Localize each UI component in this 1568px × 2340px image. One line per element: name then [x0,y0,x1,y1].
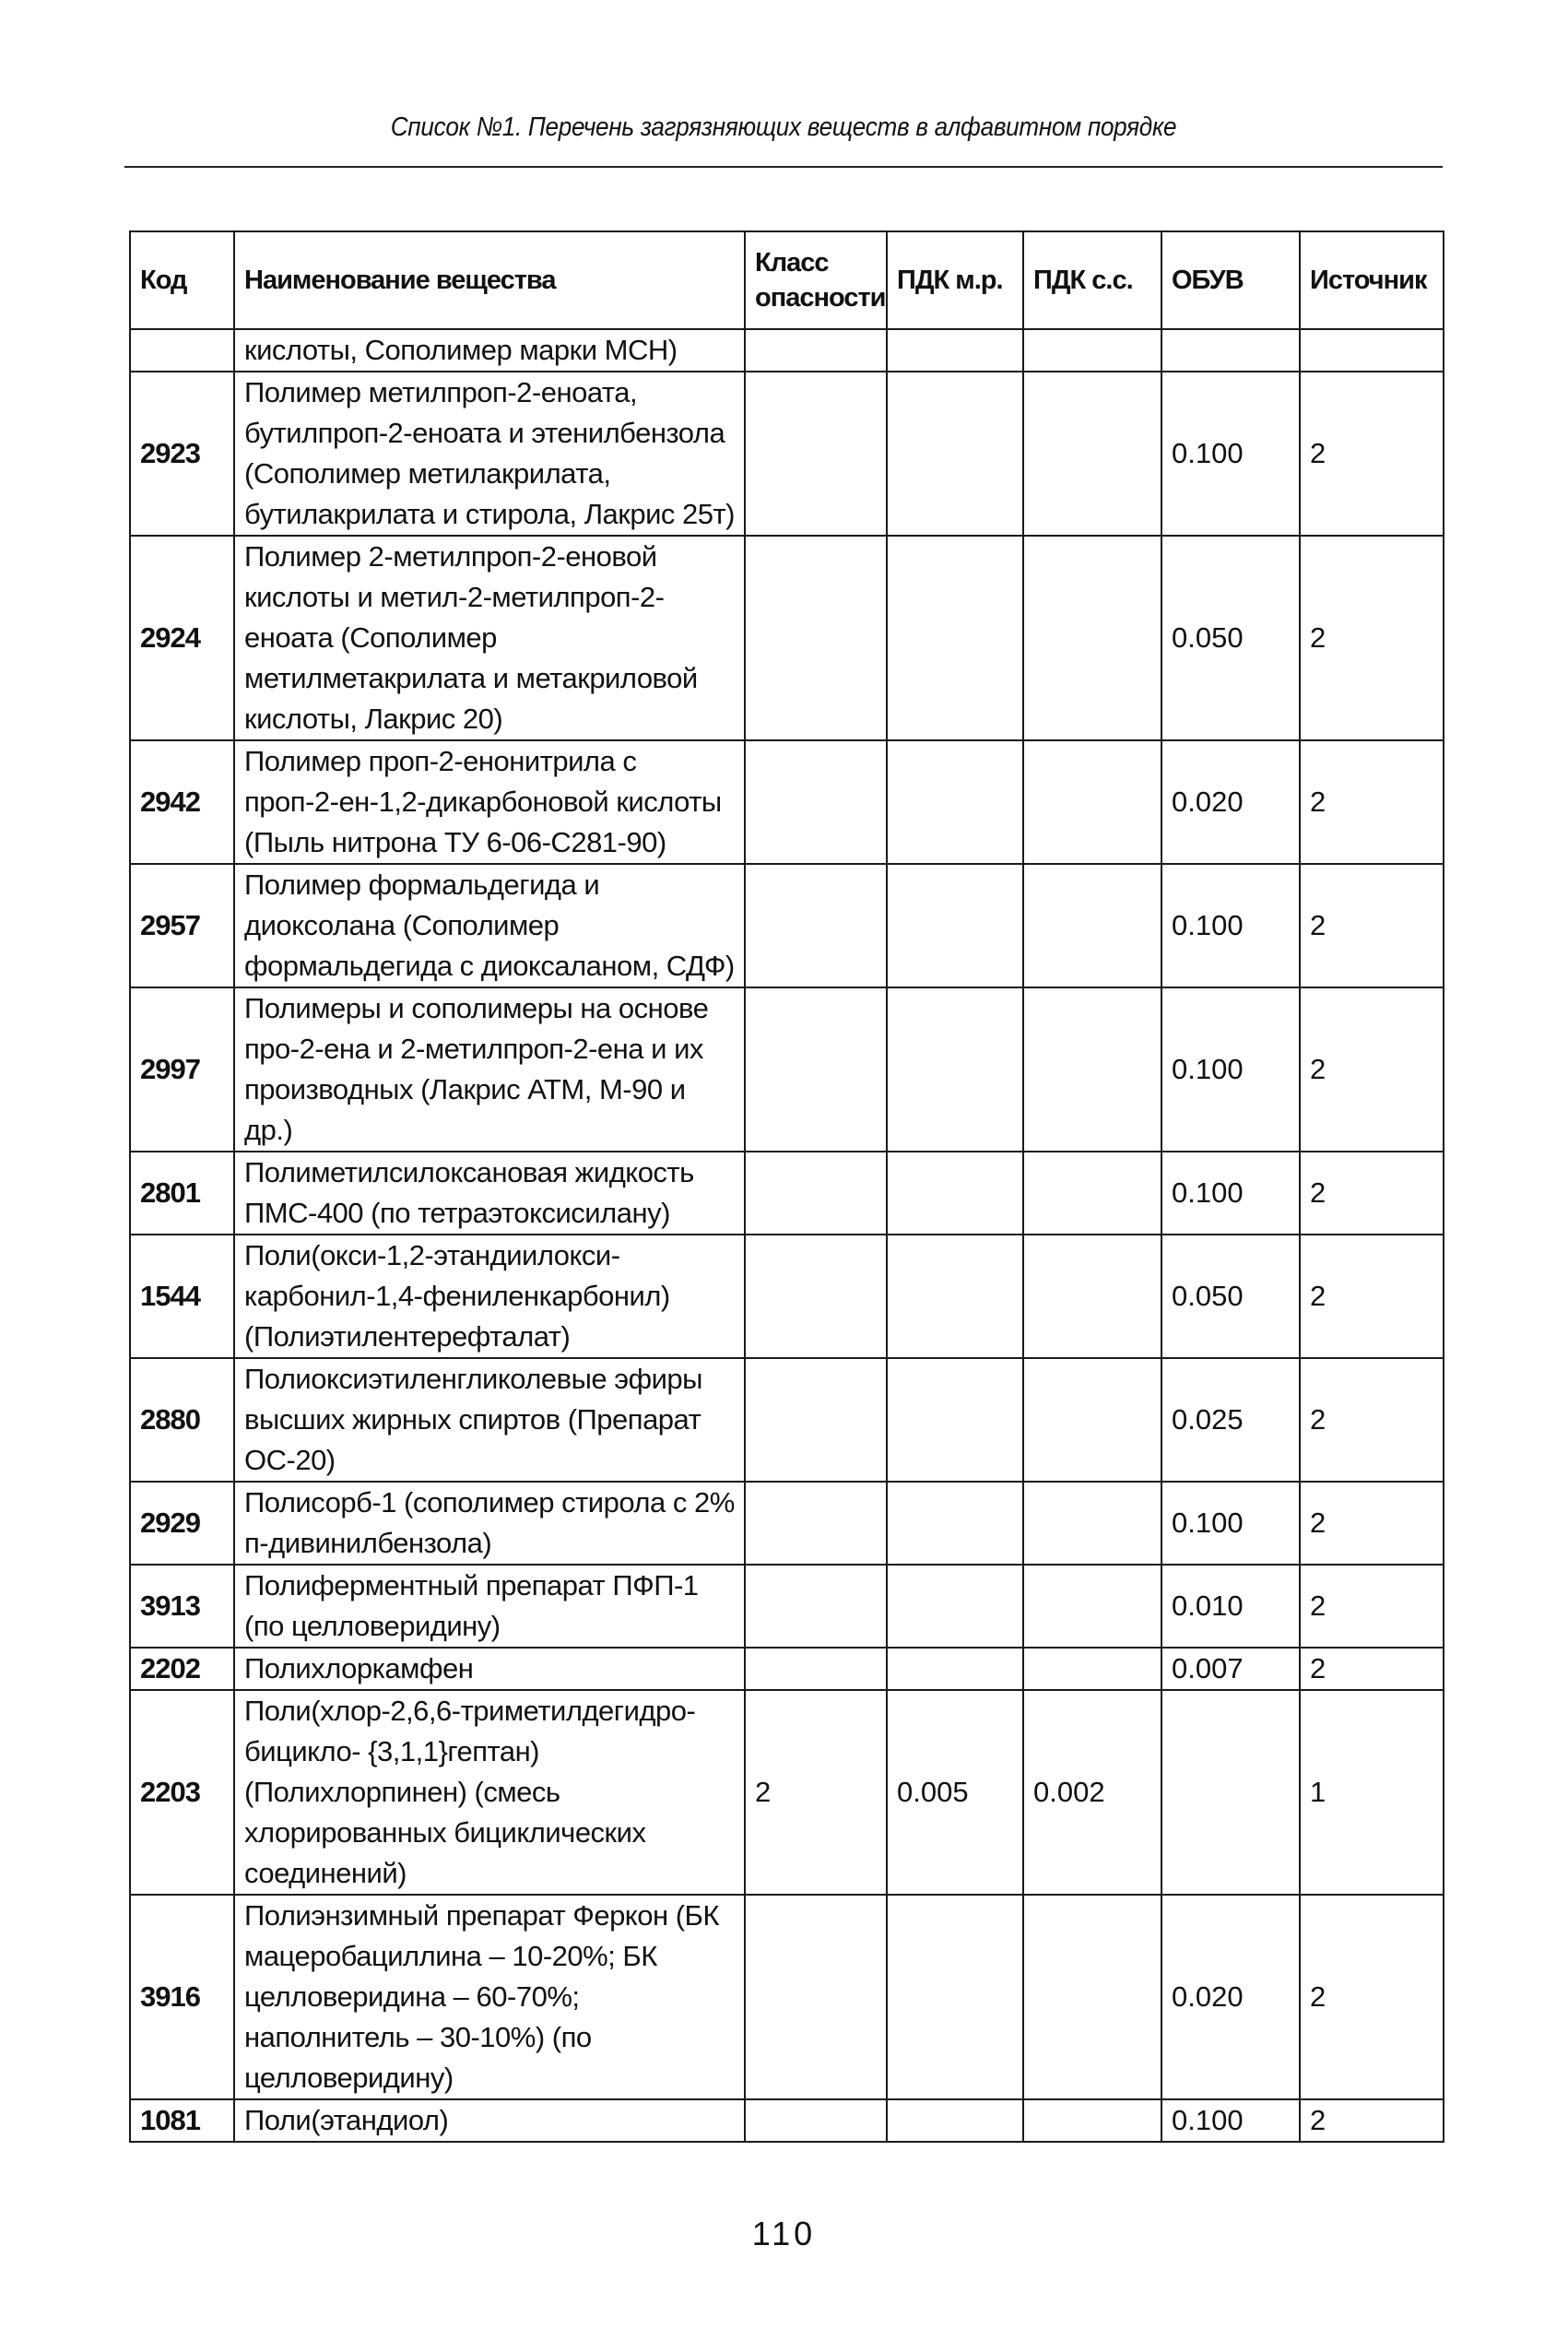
cell-substance-name: Полиоксиэтиленгликолевые эфиры высших жирных спиртов (Препарат ОС-20) [234,1358,745,1482]
cell-substance-name: Полиметилсилоксановая жидкость ПМС-400 (по тетраэтоксисилану) [234,1152,745,1235]
cell-obuv: 0.007 [1161,1648,1300,1690]
cell-substance-name: Полимер проп-2-енонитрила с проп-2-ен-1,2-дикарбоновой кислоты (Пыль нитрона ТУ 6-06-С281-90) [234,740,745,864]
cell-obuv: 0.050 [1161,1235,1300,1358]
cell-code: 2203 [130,1690,234,1895]
header-row [130,231,1444,329]
column-header-hazard-class [745,231,887,329]
cell-hazard-class [745,864,887,987]
cell-hazard-class [745,372,887,536]
cell-pdk-ss [1023,329,1161,372]
table-row [130,1648,1444,1690]
cell-substance-name: Полимер формальдегида и диоксолана (Сополимер формальдегида с диоксаланом, СДФ) [234,864,745,987]
cell-code: 2997 [130,987,234,1152]
cell-code: 1081 [130,2099,234,2142]
cell-code: 1544 [130,1235,234,1358]
cell-source: 2 [1300,987,1444,1152]
cell-pdk-ss: 0.002 [1023,1690,1161,1895]
cell-pdk-mr [887,1565,1023,1648]
cell-pdk-mr [887,2099,1023,2142]
table-row [130,1895,1444,2099]
cell-obuv: 0.100 [1161,2099,1300,2142]
cell-hazard-class [745,2099,887,2142]
cell-code: 2957 [130,864,234,987]
column-header-source: Источник [1300,231,1444,329]
header-rule [124,166,1443,168]
cell-hazard-class [745,987,887,1152]
cell-hazard-class [745,1565,887,1648]
cell-code: 2880 [130,1358,234,1482]
cell-hazard-class [745,1482,887,1565]
cell-pdk-ss [1023,1648,1161,1690]
cell-source: 2 [1300,1358,1444,1482]
column-header-hazard-class-line2: опасности [755,283,886,313]
cell-pdk-ss [1023,372,1161,536]
cell-code: 2923 [130,372,234,536]
cell-source: 2 [1300,372,1444,536]
table-row [130,1690,1444,1895]
cell-substance-name: Полимер 2-метилпроп-2-еновой кислоты и метил-2-метилпроп-2-еноата (Сополимер метилметакрилата и метакриловой кислоты, Лакрис 20) [234,536,745,740]
cell-substance-name: Полиферментный препарат ПФП-1 (по целловеридину) [234,1565,745,1648]
cell-hazard-class: 2 [745,1690,887,1895]
cell-obuv: 0.100 [1161,372,1300,536]
substances-table [129,230,1444,2143]
table-row [130,864,1444,987]
column-header-pdk-mr: ПДК м.р. [887,231,1023,329]
column-header-pdk-ss: ПДК с.с. [1023,231,1161,329]
cell-hazard-class [745,329,887,372]
cell-pdk-ss [1023,2099,1161,2142]
cell-code: 2801 [130,1152,234,1235]
cell-hazard-class [745,1235,887,1358]
cell-code: 2202 [130,1648,234,1690]
cell-source: 2 [1300,2099,1444,2142]
cell-pdk-ss [1023,740,1161,864]
cell-pdk-mr [887,1152,1023,1235]
cell-obuv: 0.010 [1161,1565,1300,1648]
cell-code: 3913 [130,1565,234,1648]
cell-substance-name: Полиэнзимный препарат Феркон (БК мацеробациллина – 10-20%; БК целловеридина – 60-70%; наполнитель – 30-10%) (по целловеридину) [234,1895,745,2099]
cell-source: 2 [1300,1152,1444,1235]
table-row [130,1482,1444,1565]
table-row [130,1358,1444,1482]
cell-obuv: 0.100 [1161,1152,1300,1235]
cell-obuv: 0.100 [1161,987,1300,1152]
cell-pdk-ss [1023,1235,1161,1358]
cell-obuv: 0.050 [1161,536,1300,740]
cell-code: 2942 [130,740,234,864]
table-row [130,1152,1444,1235]
table-header [130,231,1444,329]
cell-pdk-mr [887,536,1023,740]
cell-code [130,329,234,372]
cell-pdk-mr: 0.005 [887,1690,1023,1895]
cell-source: 1 [1300,1690,1444,1895]
cell-hazard-class [745,1358,887,1482]
cell-pdk-mr [887,1358,1023,1482]
cell-pdk-ss [1023,864,1161,987]
cell-source: 2 [1300,864,1444,987]
cell-pdk-mr [887,372,1023,536]
cell-obuv: 0.020 [1161,1895,1300,2099]
cell-obuv: 0.020 [1161,740,1300,864]
table-row [130,1565,1444,1648]
cell-source: 2 [1300,1235,1444,1358]
cell-hazard-class [745,1152,887,1235]
cell-pdk-ss [1023,1565,1161,1648]
table-row [130,536,1444,740]
cell-substance-name: кислоты, Сополимер марки МСН) [234,329,745,372]
column-header-name: Наименование вещества [234,231,745,329]
cell-source: 2 [1300,1482,1444,1565]
column-header-code: Код [130,231,234,329]
cell-source [1300,329,1444,372]
cell-obuv [1161,1690,1300,1895]
cell-substance-name: Поли(хлор-2,6,6-триметилдегидро-бицикло- {3,1,1}гептан) (Полихлорпинен) (смесь хлорированных бициклических соединений) [234,1690,745,1895]
cell-code: 3916 [130,1895,234,2099]
page-number: 110 [751,2215,817,2252]
column-header-hazard-class-line1: Класс [755,248,829,278]
table-row [130,740,1444,864]
table-row [130,987,1444,1152]
cell-source: 2 [1300,1895,1444,2099]
running-header: Список №1. Перечень загрязняющих веществ в алфавитном порядке [390,112,1177,142]
cell-hazard-class [745,1895,887,2099]
cell-obuv [1161,329,1300,372]
cell-hazard-class [745,536,887,740]
cell-pdk-ss [1023,1358,1161,1482]
cell-substance-name: Полимеры и сополимеры на основе про-2-ена и 2-метилпроп-2-ена и их производных (Лакрис АТМ, М-90 и др.) [234,987,745,1152]
cell-pdk-mr [887,1482,1023,1565]
cell-pdk-mr [887,1235,1023,1358]
cell-obuv: 0.025 [1161,1358,1300,1482]
cell-obuv: 0.100 [1161,1482,1300,1565]
cell-hazard-class [745,1648,887,1690]
cell-pdk-ss [1023,1895,1161,2099]
cell-pdk-ss [1023,536,1161,740]
table-row [130,1235,1444,1358]
cell-pdk-mr [887,864,1023,987]
cell-source: 2 [1300,1648,1444,1690]
cell-substance-name: Полимер метилпроп-2-еноата, бутилпроп-2-еноата и этенилбензола (Сополимер метилакрилата, бутилакрилата и стирола, Лакрис 25т) [234,372,745,536]
cell-pdk-mr [887,987,1023,1152]
cell-substance-name: Полисорб-1 (сополимер стирола с 2% п-дивинилбензола) [234,1482,745,1565]
cell-pdk-ss [1023,987,1161,1152]
cell-pdk-ss [1023,1152,1161,1235]
table-body [130,329,1444,2142]
cell-pdk-mr [887,1648,1023,1690]
cell-substance-name: Поли(этандиол) [234,2099,745,2142]
cell-pdk-mr [887,329,1023,372]
cell-code: 2929 [130,1482,234,1565]
cell-pdk-mr [887,1895,1023,2099]
cell-obuv: 0.100 [1161,864,1300,987]
cell-pdk-ss [1023,1482,1161,1565]
cell-source: 2 [1300,740,1444,864]
table-row [130,329,1444,372]
table-row [130,2099,1444,2142]
column-header-obuv: ОБУВ [1161,231,1300,329]
cell-code: 2924 [130,536,234,740]
cell-source: 2 [1300,1565,1444,1648]
cell-substance-name: Поли(окси-1,2-этандиилокси-карбонил-1,4-фениленкарбонил) (Полиэтилентерефталат) [234,1235,745,1358]
cell-source: 2 [1300,536,1444,740]
table-row [130,372,1444,536]
cell-pdk-mr [887,740,1023,864]
cell-substance-name: Полихлоркамфен [234,1648,745,1690]
cell-hazard-class [745,740,887,864]
